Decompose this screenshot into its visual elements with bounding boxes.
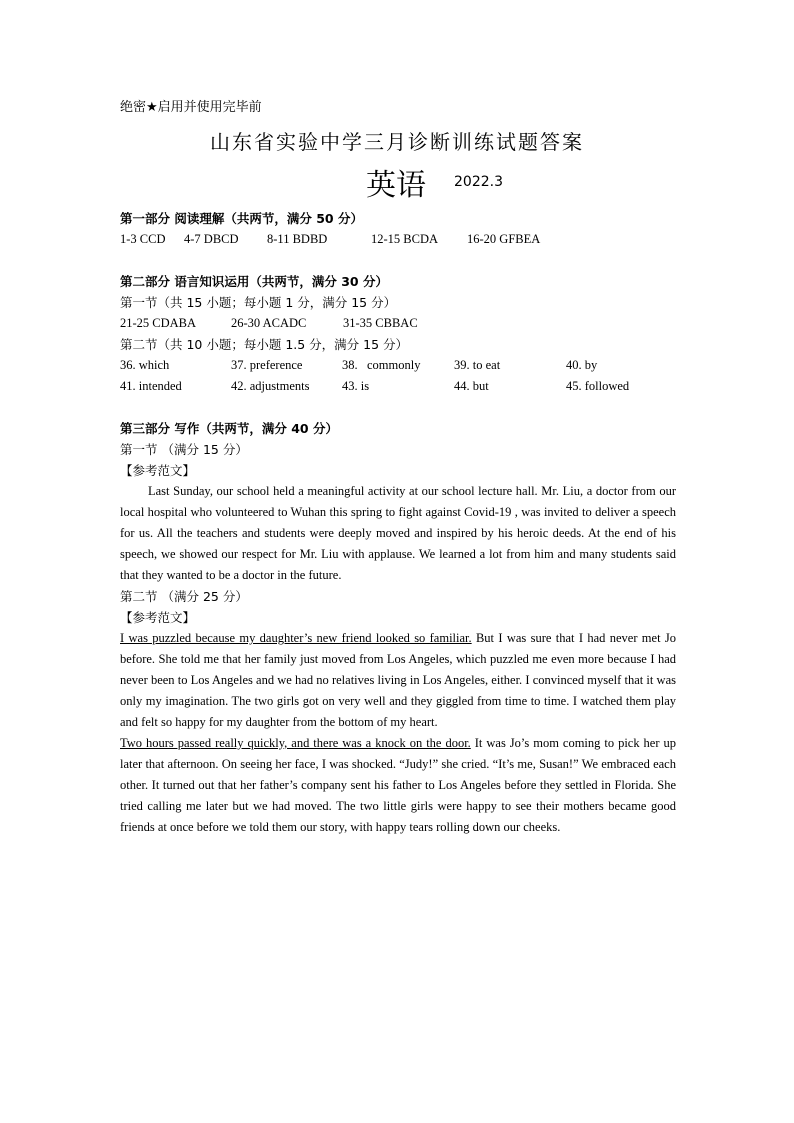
answer-group: 26-30 ACADC: [231, 316, 307, 330]
answer-group: 21-25 CDABA: [120, 316, 197, 330]
fill-row-1: [120, 355, 676, 376]
part3-heading: 第三部分 写作（共两节，满分 40 分）: [120, 421, 338, 436]
fill-answer: 36. which: [120, 358, 170, 372]
part1-heading: 第一部分 阅读理解（共两节，满分 50 分）: [120, 211, 363, 226]
answer-group: 16-20 GFBEA: [467, 232, 541, 246]
part3-sec1-heading: 第一节 （满分 15 分）: [120, 442, 248, 457]
part2-sec1-answers: [120, 313, 676, 334]
given-opening-sentence: I was puzzled because my daughter’s new friend looked so familiar.: [120, 631, 472, 645]
sample-essay-label: 【参考范文】: [120, 463, 196, 478]
answer-group: 12-15 BCDA: [371, 232, 439, 246]
fill-row-2: [120, 376, 676, 397]
answer-group: 8-11 BDBD: [267, 232, 328, 246]
part1-answers: [120, 229, 676, 250]
answer-group: 31-35 CBBAC: [343, 316, 418, 330]
confidential-notice: 绝密★启用并使用完毕前: [120, 100, 262, 115]
fill-answer: 43. is: [342, 379, 370, 393]
sample-essay-label: 【参考范文】: [120, 610, 196, 625]
subject-title: 英语: [366, 168, 426, 203]
fill-answer: 37. preference: [231, 358, 303, 372]
answer-content: [120, 208, 676, 838]
fill-answer: 41. intended: [120, 379, 182, 393]
fill-answer: 39. to eat: [454, 358, 501, 372]
fill-answer: 40. by: [566, 358, 598, 372]
paragraph-body: But I was sure that I had never met Jo before. She told me that her family just moved from Los Angeles, which puzzled me even more because I had never been to Los Angeles and we had no relatives living in Los Angeles, either. I convinced myself that it was only my imagination. The two girls got on very well and they giggled from time to time. I watched them play and felt so happy for my daughter from the bottom of my heart.: [120, 631, 676, 729]
answer-group: 1-3 CCD: [120, 232, 166, 246]
fill-answer: 45. followed: [566, 379, 630, 393]
fill-answer: 44. but: [454, 379, 489, 393]
part3-sec2-heading: 第二节 （满分 25 分）: [120, 589, 248, 604]
part2-heading: 第二部分 语言知识运用（共两节，满分 30 分）: [120, 274, 388, 289]
part2-sec1-heading: 第一节（共 15 小题；每小题 1 分，满分 15 分）: [120, 295, 397, 310]
sample-essay-2-paragraph-1: [120, 628, 676, 733]
fill-answer: 38. commonly: [342, 358, 421, 372]
fill-answer: 42. adjustments: [231, 379, 310, 393]
answer-group: 4-7 DBCD: [184, 232, 239, 246]
paragraph-body: It was Jo’s mom coming to pick her up later that afternoon. On seeing her face, I was shocked. “Judy!” she cried. “It’s me, Susan!” We embraced each other. It turned out that her father’s company sent his father to Los Angeles before they settled in Florida. She tried calling me later but we had moved. The two little girls were happy to see their mothers became good friends at once before we told them our story, with happy tears rolling down our cheeks.: [120, 736, 676, 834]
exam-date: 2022.3: [454, 174, 503, 190]
sample-essay-1: Last Sunday, our school held a meaningful activity at our school lecture hall. Mr. Liu, a doctor from our local hospital who volunteered to Wuhan this spring to fight against Covid-19 , was invited to deliver a speech for us. All the teachers and students were deeply moved and inspired by his heroic deeds. At the end of his speech, we showed our respect for Mr. Liu with applause. We learned a lot from him and many students said that they wanted to be a doctor in the future.: [120, 484, 676, 582]
sample-essay-2-paragraph-2: [120, 733, 676, 838]
given-opening-sentence: Two hours passed really quickly, and there was a knock on the door.: [120, 736, 471, 750]
document-title: 山东省实验中学三月诊断训练试题答案: [210, 130, 584, 154]
part2-sec2-heading: 第二节（共 10 小题；每小题 1.5 分，满分 15 分）: [120, 337, 409, 352]
